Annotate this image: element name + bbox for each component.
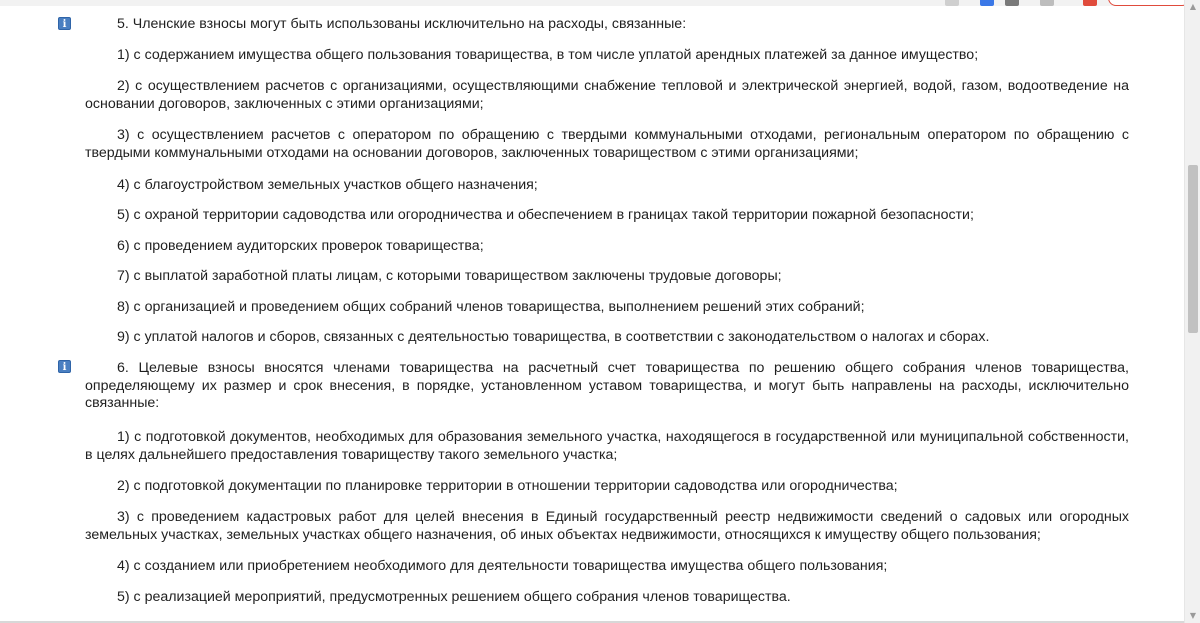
- list-item: 4) с благоустройством земельных участков общего назначения;: [117, 177, 538, 193]
- list-item: 1) с подготовкой документов, необходимых для образования земельного участка, находящегося в государственной или муниципальной собственности, в целях дальнейшего предоставления товариществу такого земельного участка;: [85, 429, 1129, 463]
- info-icon-part-6[interactable]: i: [58, 360, 71, 373]
- list-item: 3) с осуществлением расчетов с оператором по обращению с твердыми коммунальными отходами, региональным оператором по обращению с твердыми коммунальными отходами на основании договоров, заключенных товариществом с этими организациями;: [85, 127, 1129, 161]
- scroll-up-arrow-icon[interactable]: ▲: [1189, 2, 1197, 11]
- list-item: 3) с проведением кадастровых работ для целей внесения в Единый государственный реестр недвижимости сведений о садовых или огородных земельных участках, земельных участках общего назначения, об иных объектах недвижимости, относящихся к имуществу общего пользования;: [85, 509, 1129, 543]
- list-item: 7) с выплатой заработной платы лицам, с которыми товариществом заключены трудовые договоры;: [117, 268, 782, 284]
- list-item: 5) с реализацией мероприятий, предусмотренных решением общего собрания членов товарищества.: [117, 589, 791, 605]
- info-icon-part-5[interactable]: i: [58, 17, 71, 30]
- vertical-scrollbar[interactable]: [1184, 0, 1200, 623]
- list-item: 2) с осуществлением расчетов с организациями, осуществляющими снабжение тепловой и электрической энергией, водой, газом, водоотведение на основании договоров, заключенных с этими организациями;: [85, 78, 1129, 112]
- list-item: 8) с организацией и проведением общих собраний членов товарищества, выполнением решений этих собраний;: [117, 299, 865, 315]
- list-item: 5) с охраной территории садоводства или огородничества и обеспечением в границах такой территории пожарной безопасности;: [117, 207, 974, 223]
- list-item: 9) с уплатой налогов и сборов, связанных с деятельностью товарищества, в соответствии с законодательством о налогах и сборах.: [117, 329, 990, 345]
- scroll-down-arrow-icon[interactable]: ▼: [1189, 611, 1197, 620]
- list-item: 4) с созданием или приобретением необходимого для деятельности товарищества имущества общего пользования;: [117, 558, 888, 574]
- paragraph-part-6: 6. Целевые взносы вносятся членами товарищества на расчетный счет товарищества по решению общего собрания членов товарищества, определяющему их размер и срок внесения, в порядке, установленном уставом товарищества, и могут быть направлены на расходы, исключительно связанные:: [85, 360, 1129, 411]
- list-item: 2) с подготовкой документации по планировке территории в отношении территории садоводства или огородничества;: [117, 478, 898, 494]
- list-item: 1) с содержанием имущества общего пользования товарищества, в том числе уплатой арендных платежей за данное имущество;: [117, 47, 979, 63]
- paragraph-part-5: 5. Членские взносы могут быть использованы исключительно на расходы, связанные:: [117, 16, 687, 32]
- scroll-thumb[interactable]: [1188, 165, 1198, 333]
- list-item: 6) с проведением аудиторских проверок товарищества;: [117, 238, 484, 254]
